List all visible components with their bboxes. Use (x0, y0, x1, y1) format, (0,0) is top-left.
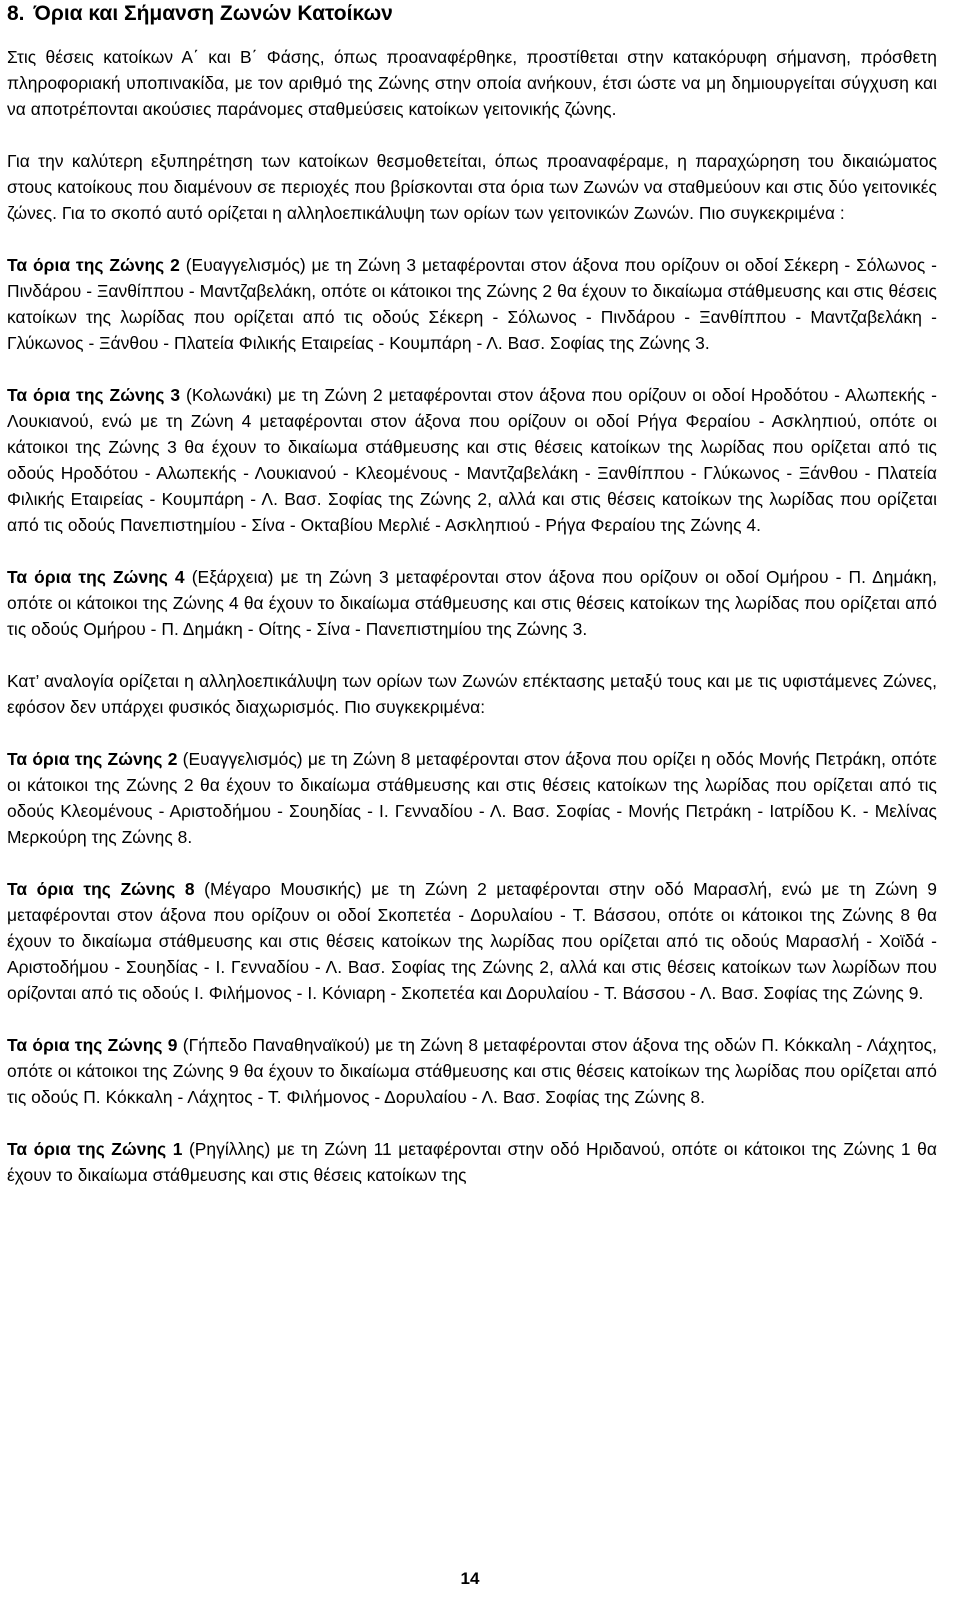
zone-label: Τα όρια της Ζώνης 2 (7, 255, 180, 275)
paragraph-text: Στις θέσεις κατοίκων Α΄ και Β΄ Φάσης, όπως προαναφέρθηκε, προστίθεται στην κατακόρυφη σήμανση, πρόσθετη πληροφοριακή υποπινακίδα, με τον αριθμό της Ζώνης στην οποία ανήκουν, έτσι ώστε να μη δημιουργείται σύγχυση και να αποτρέπονται ακούσιες παράνομες σταθμεύσεις κατοίκων γειτονικής ζώνης. (7, 47, 937, 119)
paragraph-text: (Ευαγγελισμός) με τη Ζώνη 8 μεταφέρονται στον άξονα που ορίζει η οδός Μονής Πετράκη, οπότε οι κάτοικοι της Ζώνης 2 θα έχουν το δικαίωμα στάθμευσης και στις θέσεις κατοίκων της λωρίδας που ορίζεται από τις οδούς Κλεομένους - Αριστοδήμου - Σουηδίας - Ι. Γενναδίου - Λ. Βασ. Σοφίας - Μονής Πετράκη - Ιατρίδου Κ. - Μελίνας Μερκούρη της Ζώνης 8. (7, 749, 937, 847)
paragraph-zone-4 (7, 564, 937, 642)
section-number: 8. (7, 2, 25, 25)
zone-label: Τα όρια της Ζώνης 8 (7, 879, 195, 899)
section-title: Όρια και Σήμανση Ζωνών Κατοίκων (33, 2, 393, 25)
paragraph-zone-9 (7, 1032, 937, 1110)
zone-label: Τα όρια της Ζώνης 9 (7, 1035, 178, 1055)
paragraph-zone-1 (7, 1136, 937, 1188)
page-number: 14 (460, 1569, 480, 1588)
zone-label: Τα όρια της Ζώνης 3 (7, 385, 181, 405)
paragraph-text: (Ευαγγελισμός) με τη Ζώνη 3 μεταφέρονται στον άξονα που ορίζουν οι οδοί Σέκερη - Σόλωνος - Πινδάρου - Ξανθίππου - Μαντζαβελάκη, οπότε οι κάτοικοι της Ζώνης 2 θα έχουν το δικαίωμα στάθμευσης και στις θέσεις κατοίκων της λωρίδας που ορίζεται από τις οδούς Σέκερη - Σόλωνος - Πινδάρου - Ξανθίππου - Μαντζαβελάκη - Γλύκωνος - Ξάνθου - Πλατεία Φιλικής Εταιρείας - Κουμπάρη - Λ. Βασ. Σοφίας της Ζώνης 3. (7, 255, 937, 353)
zone-label: Τα όρια της Ζώνης 4 (7, 567, 185, 587)
paragraph-zone-8 (7, 876, 937, 1006)
paragraph-overlap-rule (7, 148, 937, 226)
paragraph-intro (7, 44, 937, 122)
zone-label: Τα όρια της Ζώνης 1 (7, 1139, 183, 1159)
paragraph-text: Για την καλύτερη εξυπηρέτηση των κατοίκων θεσμοθετείται, όπως προαναφέραμε, η παραχώρηση του δικαιώματος στους κατοίκους που διαμένουν σε περιοχές που βρίσκονται στα όρια των Ζωνών να σταθμεύουν και στις δύο γειτονικές ζώνες. Για το σκοπό αυτό ορίζεται η αλληλοεπικάλυψη των ορίων των γειτονικών Ζωνών. Πιο συγκεκριμένα : (7, 151, 937, 223)
paragraph-text: (Κολωνάκι) με τη Ζώνη 2 μεταφέρονται στον άξονα που ορίζουν οι οδοί Ηροδότου - Αλωπεκής - Λουκιανού, ενώ με τη Ζώνη 4 μεταφέρονται στον άξονα που ορίζουν οι οδοί Ρήγα Φεραίου - Ασκληπιού, οπότε οι κάτοικοι της Ζώνης 3 θα έχουν το δικαίωμα στάθμευσης και στις θέσεις κατοίκων της λωρίδας που ορίζεται από τις οδούς Ηροδότου - Αλωπεκής - Λουκιανού - Κλεομένους - Μαντζαβελάκη - Ξανθίππου - Γλύκωνος - Ξάνθου - Πλατεία Φιλικής Εταιρείας - Κουμπάρη - Λ. Βασ. Σοφίας της Ζώνης 2, αλλά και στις θέσεις κατοίκων της λωρίδας που ορίζεται από τις οδούς Πανεπιστημίου - Σίνα - Οκταβίου Μερλιέ - Ασκληπιού - Ρήγα Φεραίου της Ζώνης 4. (7, 385, 937, 535)
section-heading (7, 2, 937, 26)
paragraph-extension-zones (7, 668, 937, 720)
paragraph-zone-2-8 (7, 746, 937, 850)
paragraph-text: (Ρηγίλλης) με τη Ζώνη 11 μεταφέρονται στην οδό Ηριδανού, οπότε οι κάτοικοι της Ζώνης 1 θα έχουν το δικαίωμα στάθμευσης και στις θέσεις κατοίκων της (7, 1139, 937, 1185)
paragraph-text: (Μέγαρο Μουσικής) με τη Ζώνη 2 μεταφέρονται στην οδό Μαρασλή, ενώ με τη Ζώνη 9 μεταφέρονται στον άξονα που ορίζουν οι οδοί Σκοπετέα - Δορυλαίου - Τ. Βάσσου, οπότε οι κάτοικοι της Ζώνης 8 θα έχουν το δικαίωμα στάθμευσης και στις θέσεις κατοίκων της λωρίδας που ορίζεται από τις οδούς Μαρασλή - Χοϊδά - Αριστοδήμου - Σουηδίας - Ι. Γενναδίου - Λ. Βασ. Σοφίας της Ζώνης 2, αλλά και στις θέσεις κατοίκων των λωρίδων που ορίζονται από τις οδούς Ι. Φιλήμονος - Ι. Κόνιαρη - Σκοπετέα και Δορυλαίου - Τ. Βάσσου - Λ. Βασ. Σοφίας της Ζώνης 9. (7, 879, 937, 1003)
paragraph-zone-2 (7, 252, 937, 356)
paragraph-text: Κατ’ αναλογία ορίζεται η αλληλοεπικάλυψη των ορίων των Ζωνών επέκτασης μεταξύ τους και με τις υφιστάμενες Ζώνες, εφόσον δεν υπάρχει φυσικός διαχωρισμός. Πιο συγκεκριμένα: (7, 671, 937, 717)
paragraph-zone-3 (7, 382, 937, 538)
paragraph-text: (Γήπεδο Παναθηναϊκού) με τη Ζώνη 8 μεταφέρονται στον άξονα της οδών Π. Κόκκαλη - Λάχητος, οπότε οι κάτοικοι της Ζώνης 9 θα έχουν το δικαίωμα στάθμευσης και στις θέσεις κατοίκων της λωρίδας που ορίζεται από τις οδούς Π. Κόκκαλη - Λάχητος - Τ. Φιλήμονος - Δορυλαίου - Λ. Βασ. Σοφίας της Ζώνης 8. (7, 1035, 937, 1107)
paragraph-text: (Εξάρχεια) με τη Ζώνη 3 μεταφέρονται στον άξονα που ορίζουν οι οδοί Ομήρου - Π. Δημάκη, οπότε οι κάτοικοι της Ζώνης 4 θα έχουν το δικαίωμα στάθμευσης και στις θέσεις κατοίκων της λωρίδας που ορίζεται από τις οδούς Ομήρου - Π. Δημάκη - Οίτης - Σίνα - Πανεπιστημίου της Ζώνης 3. (7, 567, 937, 639)
document-page (7, 0, 937, 1188)
zone-label: Τα όρια της Ζώνης 2 (7, 749, 178, 769)
